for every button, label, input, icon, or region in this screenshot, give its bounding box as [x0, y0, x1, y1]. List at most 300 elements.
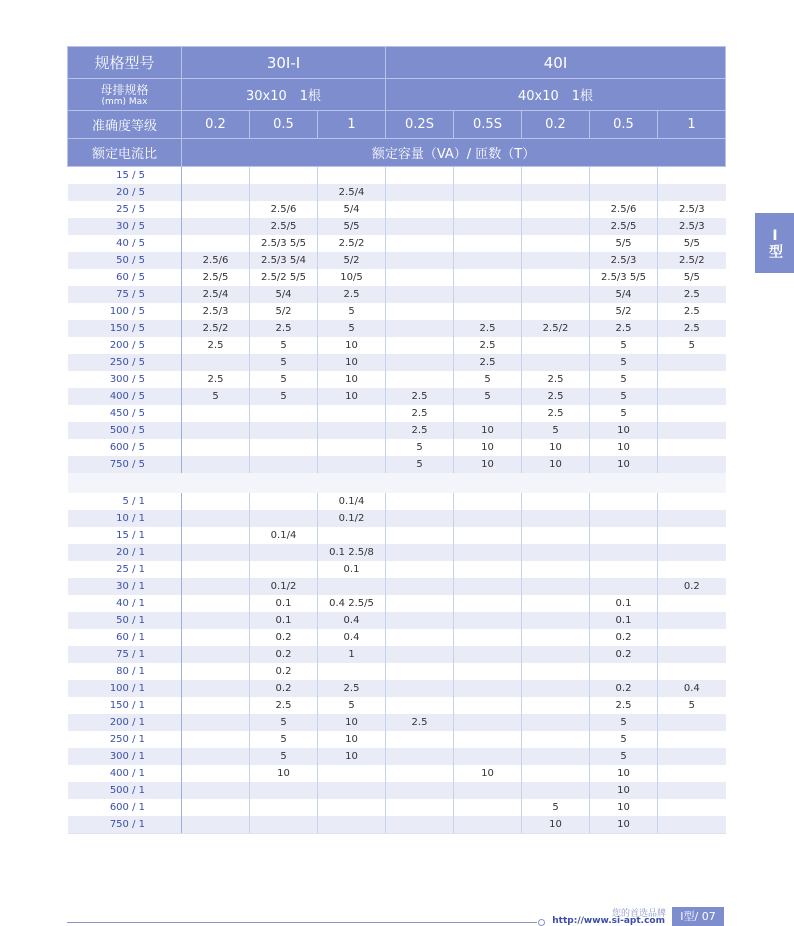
capacity-cell	[182, 561, 250, 578]
capacity-cell	[386, 646, 454, 663]
capacity-cell	[386, 201, 454, 218]
capacity-cell: 5	[318, 303, 386, 320]
capacity-cell: 5	[454, 388, 522, 405]
capacity-cell: 5	[590, 337, 658, 354]
table-row	[68, 527, 726, 544]
capacity-cell	[454, 561, 522, 578]
spec-table	[67, 46, 726, 834]
capacity-cell	[522, 201, 590, 218]
capacity-cell	[454, 252, 522, 269]
capacity-cell	[250, 422, 318, 439]
capacity-cell: 5/2	[318, 252, 386, 269]
capacity-cell	[658, 527, 726, 544]
capacity-cell: 5	[658, 337, 726, 354]
capacity-cell	[658, 510, 726, 527]
capacity-cell	[386, 527, 454, 544]
capacity-cell	[522, 286, 590, 303]
capacity-cell: 10	[318, 388, 386, 405]
capacity-cell	[182, 184, 250, 201]
accuracy-class: 0.5	[250, 111, 318, 139]
table-row	[68, 252, 726, 269]
ratio-cell: 75 / 1	[68, 646, 182, 663]
capacity-cell	[658, 782, 726, 799]
table-row	[68, 269, 726, 286]
capacity-cell	[318, 663, 386, 680]
capacity-cell: 5	[590, 354, 658, 371]
capacity-cell	[454, 201, 522, 218]
capacity-cell: 5	[386, 456, 454, 473]
ratio-cell: 300 / 5	[109, 374, 145, 385]
capacity-cell	[386, 799, 454, 816]
capacity-cell	[318, 782, 386, 799]
capacity-cell: 0.1/4	[250, 527, 318, 544]
capacity-cell	[522, 731, 590, 748]
capacity-cell	[590, 578, 658, 595]
capacity-cell	[522, 629, 590, 646]
accuracy-class: 0.2	[522, 111, 590, 139]
capacity-cell	[658, 595, 726, 612]
capacity-cell: 5	[318, 697, 386, 714]
capacity-cell: 5/2	[590, 303, 658, 320]
capacity-cell: 2.5	[522, 371, 590, 388]
capacity-cell	[522, 748, 590, 765]
capacity-cell	[318, 405, 386, 422]
capacity-cell: 10	[522, 439, 590, 456]
capacity-cell: 10	[454, 422, 522, 439]
capacity-cell	[386, 663, 454, 680]
capacity-cell: 0.2	[250, 646, 318, 663]
table-row	[68, 337, 726, 354]
capacity-cell	[454, 493, 522, 510]
busbar-40-value: 40x10 1根	[386, 79, 726, 111]
capacity-cell: 5	[590, 731, 658, 748]
capacity-cell: 0.1/2	[318, 510, 386, 527]
capacity-cell	[522, 337, 590, 354]
capacity-cell	[182, 354, 250, 371]
capacity-cell	[386, 269, 454, 286]
capacity-cell	[182, 527, 250, 544]
capacity-cell: 0.1	[250, 595, 318, 612]
capacity-cell: 2.5	[658, 320, 726, 337]
capacity-cell	[250, 167, 318, 185]
capacity-cell	[182, 782, 250, 799]
capacity-cell: 1	[318, 646, 386, 663]
capacity-cell: 10	[590, 456, 658, 473]
section-spacer	[68, 473, 726, 493]
table-row	[68, 544, 726, 561]
capacity-cell: 5	[590, 714, 658, 731]
capacity-cell	[658, 184, 726, 201]
header-row-busbar	[68, 79, 726, 111]
capacity-cell: 10	[318, 748, 386, 765]
ratio-cell: 25 / 5	[116, 204, 145, 215]
capacity-cell: 2.5/5	[182, 269, 250, 286]
capacity-cell	[658, 388, 726, 405]
capacity-cell	[182, 816, 250, 834]
capacity-cell: 10	[318, 354, 386, 371]
capacity-cell	[386, 782, 454, 799]
table-row	[68, 799, 726, 816]
capacity-cell	[386, 561, 454, 578]
capacity-cell	[182, 697, 250, 714]
capacity-cell	[454, 167, 522, 185]
capacity-cell	[250, 456, 318, 473]
capacity-cell: 5	[522, 799, 590, 816]
capacity-cell	[522, 544, 590, 561]
capacity-cell: 2.5	[250, 320, 318, 337]
capacity-cell	[522, 765, 590, 782]
capacity-cell	[658, 816, 726, 834]
capacity-cell: 10	[590, 782, 658, 799]
section-tab[interactable]: Ⅰ型	[755, 213, 794, 273]
table-row	[68, 697, 726, 714]
capacity-cell: 5/4	[590, 286, 658, 303]
ratio-cell: 5 / 1	[122, 496, 145, 507]
capacity-cell: 5	[250, 371, 318, 388]
capacity-cell	[182, 578, 250, 595]
capacity-cell	[318, 527, 386, 544]
capacity-cell: 5/5	[658, 235, 726, 252]
capacity-cell: 2.5/3	[182, 303, 250, 320]
capacity-cell	[250, 184, 318, 201]
capacity-cell: 10	[318, 371, 386, 388]
capacity-cell: 5/5	[658, 269, 726, 286]
capacity-cell	[658, 765, 726, 782]
capacity-cell: 10/5	[318, 269, 386, 286]
capacity-cell: 0.1	[590, 612, 658, 629]
capacity-cell: 5	[250, 337, 318, 354]
capacity-cell	[318, 439, 386, 456]
capacity-cell	[386, 371, 454, 388]
capacity-cell: 5	[318, 320, 386, 337]
capacity-cell	[250, 405, 318, 422]
capacity-cell	[454, 629, 522, 646]
ratio-cell: 150 / 1	[109, 700, 145, 711]
capacity-cell: 2.5	[454, 320, 522, 337]
capacity-cell: 5	[250, 748, 318, 765]
ratio-cell: 20 / 5	[68, 184, 182, 201]
capacity-cell: 2.5/3 5/4	[250, 252, 318, 269]
table-row	[68, 320, 726, 337]
ratio-cell: 50 / 5	[68, 252, 182, 269]
capacity-cell	[318, 578, 386, 595]
capacity-cell	[250, 561, 318, 578]
capacity-cell: 10	[590, 765, 658, 782]
capacity-cell	[250, 782, 318, 799]
capacity-cell: 2.5/2	[658, 252, 726, 269]
capacity-cell: 0.2	[590, 629, 658, 646]
capacity-cell	[658, 456, 726, 473]
ratio-cell: 400 / 1	[109, 768, 145, 779]
table-row	[68, 439, 726, 456]
capacity-cell	[454, 680, 522, 697]
capacity-cell: 5/2	[250, 303, 318, 320]
capacity-cell	[522, 218, 590, 235]
capacity-cell	[454, 510, 522, 527]
capacity-cell	[590, 561, 658, 578]
capacity-cell	[454, 218, 522, 235]
capacity-cell: 10	[590, 422, 658, 439]
ratio-cell: 200 / 1	[68, 714, 182, 731]
accuracy-class: 1	[658, 111, 726, 139]
capacity-cell	[590, 184, 658, 201]
page-number: Ⅰ型/ 07	[672, 907, 724, 926]
capacity-cell: 10	[522, 456, 590, 473]
table-row	[68, 561, 726, 578]
table-row	[68, 663, 726, 680]
accuracy-class: 0.2	[182, 111, 250, 139]
capacity-cell	[522, 782, 590, 799]
capacity-cell: 2.5/3	[658, 201, 726, 218]
table-row	[68, 388, 726, 405]
capacity-cell	[658, 731, 726, 748]
capacity-cell: 10	[318, 714, 386, 731]
capacity-cell: 0.2	[658, 578, 726, 595]
capacity-cell: 2.5	[386, 422, 454, 439]
ratio-cell: 750 / 5	[68, 456, 182, 473]
capacity-cell	[522, 269, 590, 286]
capacity-cell: 2.5	[454, 337, 522, 354]
ratio-cell: 60 / 5	[116, 272, 145, 283]
capacity-cell	[182, 405, 250, 422]
ratio-cell: 300 / 1	[68, 748, 182, 765]
capacity-cell: 10	[590, 816, 658, 834]
capacity-cell: 5	[250, 714, 318, 731]
capacity-cell	[386, 629, 454, 646]
capacity-cell	[522, 354, 590, 371]
table-row	[68, 184, 726, 201]
table-row	[68, 578, 726, 595]
table-row	[68, 218, 726, 235]
capacity-cell	[250, 544, 318, 561]
table-row	[68, 405, 726, 422]
capacity-cell	[386, 578, 454, 595]
capacity-cell: 2.5/3 5/5	[250, 235, 318, 252]
ratio-cell: 25 / 1	[116, 564, 145, 575]
capacity-cell: 2.5	[318, 680, 386, 697]
table-row	[68, 201, 726, 218]
capacity-cell: 0.1/4	[318, 493, 386, 510]
capacity-cell: 10	[522, 816, 590, 834]
capacity-cell: 5	[386, 439, 454, 456]
capacity-cell	[454, 184, 522, 201]
capacity-cell: 0.2	[250, 629, 318, 646]
capacity-cell	[522, 235, 590, 252]
capacity-cell: 0.2	[590, 680, 658, 697]
table-row	[68, 629, 726, 646]
capacity-cell: 2.5/4	[182, 286, 250, 303]
ratio-cell: 500 / 5	[68, 422, 182, 439]
footer-url-link[interactable]: http://www.si-apt.com	[552, 916, 665, 926]
accuracy-class: 0.2S	[386, 111, 454, 139]
ratio-cell: 750 / 1	[68, 816, 182, 834]
footer-divider	[67, 922, 537, 923]
capacity-cell	[386, 816, 454, 834]
capacity-cell	[454, 527, 522, 544]
capacity-cell: 10	[590, 439, 658, 456]
capacity-cell	[522, 714, 590, 731]
capacity-cell: 2.5	[522, 388, 590, 405]
capacity-cell	[182, 422, 250, 439]
capacity-cell	[454, 731, 522, 748]
capacity-cell	[658, 799, 726, 816]
capacity-cell	[590, 527, 658, 544]
capacity-cell	[182, 680, 250, 697]
ratio-label: 额定电流比	[68, 139, 182, 167]
capacity-cell	[454, 405, 522, 422]
header-row-model	[68, 47, 726, 79]
capacity-cell: 10	[250, 765, 318, 782]
capacity-cell	[182, 235, 250, 252]
capacity-cell	[182, 646, 250, 663]
capacity-cell: 2.5	[250, 697, 318, 714]
capacity-cell	[658, 493, 726, 510]
capacity-cell: 2.5/2	[182, 320, 250, 337]
accuracy-class: 1	[318, 111, 386, 139]
ratio-cell: 75 / 5	[68, 286, 182, 303]
capacity-cell	[250, 816, 318, 834]
capacity-cell	[522, 252, 590, 269]
capacity-cell	[454, 612, 522, 629]
capacity-cell	[658, 439, 726, 456]
capacity-cell	[386, 184, 454, 201]
model-40-header: 40Ⅰ	[386, 47, 726, 79]
capacity-cell: 0.4	[658, 680, 726, 697]
capacity-cell: 2.5/6	[250, 201, 318, 218]
capacity-cell	[658, 612, 726, 629]
table-row	[68, 748, 726, 765]
capacity-cell	[522, 578, 590, 595]
capacity-cell: 2.5	[590, 320, 658, 337]
capacity-cell	[318, 456, 386, 473]
table-row	[68, 493, 726, 510]
capacity-cell: 10	[454, 456, 522, 473]
capacity-cell	[590, 663, 658, 680]
capacity-cell	[454, 544, 522, 561]
ratio-cell: 15 / 5	[116, 170, 145, 181]
capacity-cell: 0.2	[590, 646, 658, 663]
capacity-cell	[522, 527, 590, 544]
capacity-cell	[250, 799, 318, 816]
capacity-cell	[386, 252, 454, 269]
capacity-cell	[522, 663, 590, 680]
ratio-cell: 600 / 5	[109, 442, 145, 453]
table-row	[68, 765, 726, 782]
capacity-cell	[658, 663, 726, 680]
ratio-cell: 30 / 5	[68, 218, 182, 235]
header-row-ratio	[68, 139, 726, 167]
accuracy-class: 0.5S	[454, 111, 522, 139]
capacity-cell	[182, 201, 250, 218]
capacity-cell	[522, 680, 590, 697]
capacity-cell	[182, 748, 250, 765]
capacity-cell: 5	[522, 422, 590, 439]
capacity-cell: 2.5/2	[318, 235, 386, 252]
capacity-cell	[454, 663, 522, 680]
capacity-cell	[182, 612, 250, 629]
table-row	[68, 286, 726, 303]
capacity-cell	[658, 544, 726, 561]
capacity-cell	[182, 663, 250, 680]
capacity-cell	[522, 646, 590, 663]
capacity-cell: 10	[454, 765, 522, 782]
capacity-cell	[182, 544, 250, 561]
capacity-cell: 2.5	[386, 714, 454, 731]
accuracy-class: 0.5	[590, 111, 658, 139]
spec-label: 规格型号	[68, 47, 182, 79]
capacity-cell	[182, 714, 250, 731]
capacity-cell	[386, 544, 454, 561]
capacity-cell	[318, 799, 386, 816]
capacity-cell: 10	[454, 439, 522, 456]
capacity-cell: 2.5/4	[318, 184, 386, 201]
spacer-cell	[68, 473, 726, 493]
capacity-cell	[318, 765, 386, 782]
capacity-cell	[590, 544, 658, 561]
table-row	[68, 646, 726, 663]
capacity-cell: 2.5/6	[182, 252, 250, 269]
capacity-cell: 5	[590, 388, 658, 405]
capacity-cell	[386, 354, 454, 371]
capacity-cell: 0.4	[318, 629, 386, 646]
capacity-cell	[522, 167, 590, 185]
capacity-cell	[386, 337, 454, 354]
capacity-cell	[590, 493, 658, 510]
capacity-cell	[522, 184, 590, 201]
ratio-cell: 100 / 1	[68, 680, 182, 697]
capacity-cell	[386, 493, 454, 510]
capacity-cell	[386, 286, 454, 303]
capacity-cell	[386, 765, 454, 782]
capacity-cell	[522, 612, 590, 629]
capacity-cell	[182, 731, 250, 748]
footer-slogan: 您的首选品牌	[611, 909, 666, 919]
capacity-cell	[386, 303, 454, 320]
capacity-cell	[590, 510, 658, 527]
capacity-cell: 5	[250, 731, 318, 748]
table-row	[68, 422, 726, 439]
capacity-cell	[182, 629, 250, 646]
capacity-cell	[318, 816, 386, 834]
capacity-cell: 5	[590, 405, 658, 422]
capacity-cell	[658, 714, 726, 731]
capacity-cell	[454, 595, 522, 612]
capacity-cell	[454, 748, 522, 765]
capacity-cell	[182, 167, 250, 185]
table-row	[68, 235, 726, 252]
busbar-unit: (mm) Max	[101, 96, 148, 107]
capacity-cell	[454, 697, 522, 714]
table-row	[68, 731, 726, 748]
capacity-cell	[658, 371, 726, 388]
ratio-cell: 250 / 1	[109, 734, 145, 745]
accuracy-label: 准确度等级	[68, 111, 182, 139]
capacity-cell: 5	[250, 354, 318, 371]
capacity-cell: 0.1	[590, 595, 658, 612]
capacity-cell: 0.2	[250, 663, 318, 680]
capacity-cell: 5	[590, 371, 658, 388]
capacity-cell	[250, 439, 318, 456]
capacity-cell: 5	[182, 388, 250, 405]
capacity-cell	[386, 697, 454, 714]
ratio-cell: 10 / 1	[68, 510, 182, 527]
capacity-cell: 10	[318, 731, 386, 748]
capacity-cell: 2.5/3	[658, 218, 726, 235]
capacity-cell: 0.1/2	[250, 578, 318, 595]
capacity-cell	[318, 167, 386, 185]
capacity-cell: 0.2	[250, 680, 318, 697]
capacity-cell: 2.5	[182, 371, 250, 388]
